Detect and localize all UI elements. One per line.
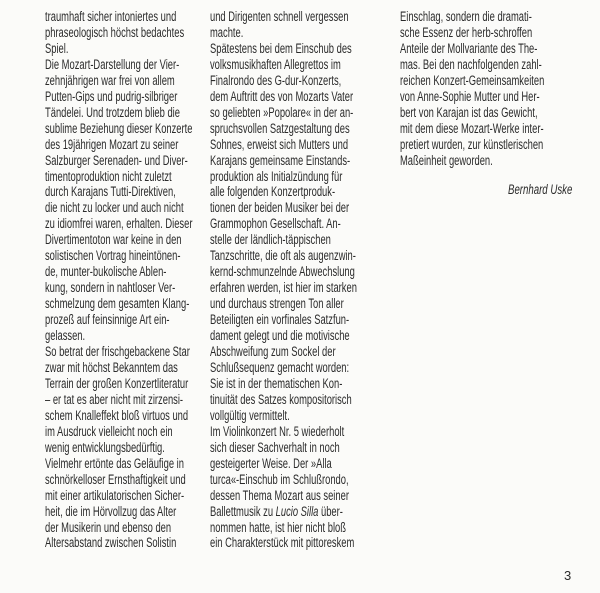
text-line: Terrain der großen Konzertliteratur [45,375,189,391]
text-line: sche Essenz der herb-schroffen [400,24,533,40]
text-line: phraseologisch höchst bedachtes [45,24,185,40]
text-line: kung, sondern in nahtloser Ver- [45,280,176,296]
text-line: dessen Thema Mozart aus seiner [210,487,349,503]
text-column-2 [210,9,378,551]
text-line: heit, die im Hörvollzug das Alter [45,503,177,519]
text-line: Maßeinheit geworden. [400,152,493,168]
text-line: zwar mit höchst Bekanntem das [45,359,178,375]
text-line: Putten-Gips und pudrig-silbriger [45,88,178,104]
text-line: volksmusikhaften Allegrettos im [210,56,341,72]
text-line: im Ausdruck vielleicht noch ein [45,423,173,439]
text-line: bert von Karajan ist das Gewicht, [400,104,538,120]
text-line: von Anne-Sophie Mutter und Her- [400,88,540,104]
text-line: So betrat der frischgebackene Star [45,344,190,360]
text-line: stelle der ländlich-täppischen [210,232,331,248]
text-line [210,504,378,520]
text-line: Tändelei. Und trotzdem blieb die [45,104,180,120]
text-line: solistischen Vortrag hineintönen- [45,248,181,264]
text-segment: Ballettmusik zu [210,503,276,519]
text-line: vollgültig vermittelt. [210,407,290,423]
text-line: dament gelegt und die motivische [210,328,350,344]
text-line: produktion als Initialzündung für [210,168,343,184]
text-line: Altersabstand zwischen Solistin [45,535,177,551]
text-line: durch Karajans Tutti-Direktiven, [45,184,176,200]
text-line: dem Auftritt des von Mozarts Vater [210,88,354,104]
text-line: Die Mozart-Darstellung der Vier- [45,56,180,72]
text-line: alle folgenden Konzertproduk- [210,184,336,200]
text-line: mit einer artikulatorischen Sicher- [45,487,185,503]
text-line: Im Violinkonzert Nr. 5 wiederholt [210,423,345,439]
text-line: gelassen. [45,328,86,344]
text-line: tionen der beiden Musiker bei der [210,200,350,216]
text-line: traumhaft sicher intoniertes und [45,9,177,24]
text-line: Grammophon Gesellschaft. An- [210,216,341,232]
text-line: tinuität des Satzes kompositorisch [210,391,352,407]
text-line: Finalrondo des G-dur-Konzerts, [210,72,342,88]
text-line: schem Knalleffekt bloß virtuos und [45,407,189,423]
italic-title: Lucio Silla [275,503,319,519]
text-line: Anteile der Mollvariante des The- [400,40,538,56]
text-line: wenig entwicklungsbedürftig. [45,439,165,455]
text-line: Spätestens bei dem Einschub des [210,40,352,56]
text-line: spruchsvollen Satzgestaltung des [210,120,350,136]
text-line: Beteiligten ein vorfinales Satzfun- [210,312,350,328]
text-line: turca«-Einschub im Schlußrondo, [210,471,349,487]
text-line: sublime Beziehung dieser Konzerte [45,120,193,136]
text-column-3 [400,9,568,169]
text-line: Abschweifung zum Sockel der [210,344,336,360]
text-line: Tanzschritte, die oft als augenzwin- [210,248,356,264]
text-line: reichen Konzert-Gemeinsamkeiten [400,72,545,88]
text-line: des 19jährigen Mozart zu seiner [45,136,179,152]
text-line: Sohnes, erweist sich Mutters und [210,136,349,152]
text-line: schmelzung dem gesamten Klang- [45,296,190,312]
text-line: prozeß auf feinsinnige Art ein- [45,312,170,328]
page-number: 3 [564,568,572,583]
text-line: ein Charakterstück mit pittoreskem [210,535,355,551]
text-line: Vielmehr ertönte das Geläufige in [45,455,184,471]
text-line: kernd-schmunzelnde Abwechslung [210,264,355,280]
text-line: erfahren werden, ist hier im starken [210,280,357,296]
text-line: die nicht zu locker und auch nicht [45,200,184,216]
text-line: Einschlag, sondern die dramati- [400,9,532,24]
author-signature [400,182,572,197]
text-line: der Musikerin und ebenso den [45,519,172,535]
text-line: Spiel. [45,40,69,56]
text-line: pretiert wurden, zur künstlerischen [400,136,544,152]
text-line: – er tat es aber nicht mit zirzensi- [45,391,184,407]
text-line: machte. [210,24,244,40]
text-line: Sie ist in der thematischen Kon- [210,375,343,391]
text-line: mit dem diese Mozart-Werke inter- [400,120,544,136]
text-line: und Dirigenten schnell vergessen [210,9,349,24]
text-line: mas. Bei den nachfolgenden zahl- [400,56,542,72]
text-line: Schlußsequenz gemacht worden: [210,359,350,375]
text-line: de, munter-bukolische Ablen- [45,264,167,280]
text-line: sich dieser Sachverhalt in noch [210,439,340,455]
text-line: nommen hatte, ist hier nicht bloß [210,519,346,535]
text-line: und durchaus strengen Ton aller [210,296,344,312]
text-line: Karajans gemeinsame Einstands- [210,152,351,168]
text-line: zehnjährigen war frei von allem [45,72,175,88]
text-segment: über- [318,503,343,519]
text-line: gesteigerter Weise. Der »Alla [210,455,332,471]
author-name: Bernhard Uske [507,182,572,197]
text-column-1 [45,9,213,551]
text-line: schnörkelloser Ernsthaftigkeit und [45,471,186,487]
text-line: zu idiomfrei waren, erhalten. Dieser [45,216,193,232]
text-line: timentoproduktion nicht zuletzt [45,168,172,184]
text-line: Salzburger Serenaden- und Diver- [45,152,188,168]
text-line: Divertimentoton war keine in den [45,232,182,248]
text-line: so geliebten »Popolare« in der an- [210,104,354,120]
